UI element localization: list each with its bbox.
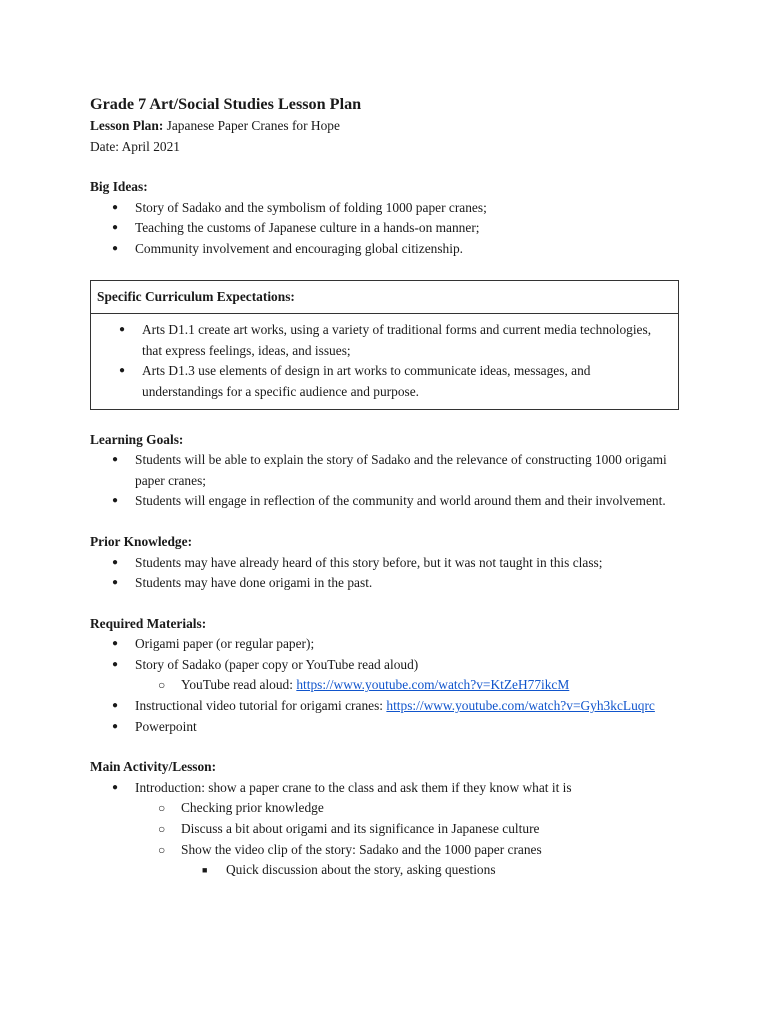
list-item: ● Arts D1.3 use elements of design in art works to communicate ideas, messages, and understandings for a specific audience and purpose. — [97, 361, 672, 402]
list-item: ● Arts D1.1 create art works, using a variety of traditional forms and current media technologies, that express feelings, ideas, and issues; — [97, 320, 672, 361]
main-activity-list — [90, 778, 680, 881]
lesson-plan-label: Lesson Plan: — [90, 118, 164, 133]
list-item — [90, 778, 680, 881]
list-item-text: Introduction: show a paper crane to the class and ask them if they know what it is — [135, 779, 572, 795]
big-ideas-list — [90, 198, 680, 260]
lesson-plan-line — [90, 116, 680, 137]
curriculum-list — [97, 320, 672, 402]
list-item — [90, 840, 680, 881]
list-item-text: Show the video clip of the story: Sadako and the 1000 paper cranes — [181, 841, 542, 857]
list-item — [90, 655, 680, 696]
materials-heading: Required Materials: — [90, 615, 207, 631]
list-item: ○ Checking prior knowledge — [90, 798, 680, 819]
list-item: ● Teaching the customs of Japanese culture in a hands-on manner; — [90, 218, 680, 239]
list-item: ● Origami paper (or regular paper); — [90, 634, 680, 655]
list-item: ● Students may have done origami in the past. — [90, 573, 680, 594]
curriculum-table — [90, 280, 679, 410]
date-line: Date: April 2021 — [90, 138, 181, 154]
materials-list — [90, 634, 680, 737]
prior-knowledge-heading: Prior Knowledge: — [90, 533, 193, 549]
list-item: ● Powerpoint — [90, 717, 680, 738]
list-item: ● Students may have already heard of this story before, but it was not taught in this class; — [90, 553, 680, 574]
list-item: ■ Quick discussion about the story, asking questions — [90, 860, 680, 881]
list-item: ● Story of Sadako and the symbolism of folding 1000 paper cranes; — [90, 198, 680, 219]
list-item — [90, 696, 680, 717]
document-title: Grade 7 Art/Social Studies Lesson Plan — [90, 95, 362, 113]
list-item: ● Community involvement and encouraging global citizenship. — [90, 239, 680, 260]
origami-tutorial-link[interactable]: https://www.youtube.com/watch?v=Gyh3kcLuqrc — [386, 698, 655, 714]
big-ideas-heading: Big Ideas: — [90, 179, 148, 195]
curriculum-heading: Specific Curriculum Expectations: — [91, 281, 678, 315]
main-activity-heading: Main Activity/Lesson: — [90, 759, 217, 775]
list-item — [90, 675, 680, 696]
list-item-text: YouTube read aloud: — [181, 677, 297, 693]
learning-goals-heading: Learning Goals: — [90, 431, 184, 447]
youtube-read-aloud-link[interactable]: https://www.youtube.com/watch?v=KtZeH77ikcM — [296, 677, 570, 693]
prior-knowledge-list — [90, 553, 680, 594]
list-item: ● Students will be able to explain the story of Sadako and the relevance of constructing 1000 origami paper cranes; — [90, 450, 680, 491]
learning-goals-list — [90, 450, 680, 512]
lesson-plan-document — [90, 93, 680, 881]
list-item: ● Students will engage in reflection of the community and world around them and their involvement. — [90, 491, 680, 512]
list-item-text: Instructional video tutorial for origami cranes: — [135, 698, 387, 714]
list-item: ○ Discuss a bit about origami and its significance in Japanese culture — [90, 819, 680, 840]
lesson-plan-value: Japanese Paper Cranes for Hope — [163, 118, 340, 133]
list-item-text: Story of Sadako (paper copy or YouTube read aloud) — [135, 656, 419, 672]
